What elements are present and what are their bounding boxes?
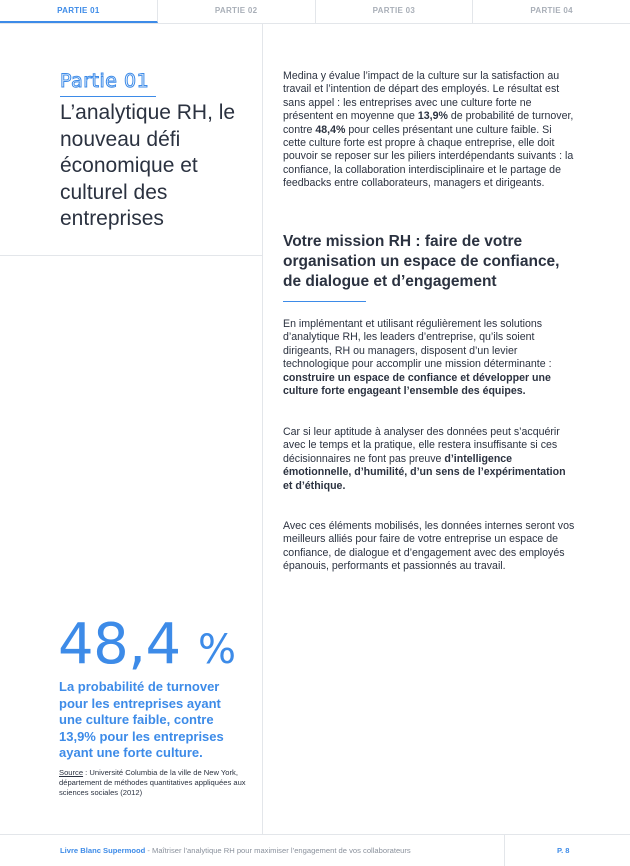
stat-description: La probabilité de turnover pour les entreprises ayant une culture faible, contre 13,9% pour les entreprises ayant une forte culture. bbox=[59, 679, 224, 761]
paragraph-text: de probabilité de turnover, contre bbox=[283, 110, 574, 136]
section-tabs bbox=[0, 0, 630, 24]
tab-partie-04[interactable]: PARTIE 04 bbox=[530, 6, 573, 15]
paragraph-intro bbox=[283, 70, 575, 191]
stat-weak-culture: 48,4% bbox=[315, 123, 346, 136]
footer-caption bbox=[60, 846, 411, 855]
mission-heading-underline bbox=[283, 301, 366, 302]
paragraph-emphasis: d’intelligence émotionnelle, d’humilité, d’un sens de l’expérimentation et d’éthique. bbox=[283, 452, 566, 492]
title-divider bbox=[0, 255, 262, 256]
page-number: P. 8 bbox=[557, 846, 570, 855]
part-label-underline bbox=[60, 96, 156, 97]
column-divider bbox=[262, 24, 263, 834]
paragraph-mission bbox=[283, 318, 575, 398]
key-statistic bbox=[58, 612, 236, 677]
part-label: Partie 01 bbox=[60, 70, 150, 92]
source-label: Source bbox=[59, 768, 84, 777]
mission-heading: Votre mission RH : faire de votre organisation un espace de confiance, de dialogue et d’engagement bbox=[283, 233, 560, 290]
stat-unit: % bbox=[198, 627, 236, 673]
stat-value: 48,4 bbox=[58, 612, 181, 677]
source-text: : Université Columbia de la ville de New York, département de méthodes quantitatives appliquées aux sciences sociales (2012) bbox=[59, 768, 246, 797]
footer-text: - Maîtriser l’analytique RH pour maximiser l’engagement de vos collaborateurs bbox=[145, 846, 411, 855]
tab-partie-01[interactable]: PARTIE 01 bbox=[0, 0, 158, 23]
footer-divider bbox=[0, 834, 630, 835]
footer-brand: Livre Blanc Supermood bbox=[60, 846, 146, 855]
footer-separator bbox=[504, 834, 505, 866]
paragraph-emphasis: construire un espace de confiance et développer une culture forte engageant l’ensemble des équipes. bbox=[283, 371, 551, 398]
tab-partie-02[interactable]: PARTIE 02 bbox=[158, 0, 316, 23]
tab-partie-03[interactable]: PARTIE 03 bbox=[316, 0, 474, 23]
paragraph-text: pour celles présentant une culture faible. Si cette culture forte est propre à chaque entreprise, elle doit pouvoir se reposer sur les piliers interdépendants suivants : la confiance, la collaboration interdisciplinaire et le partage de feedbacks entre collaborateurs, managers et dirigeants. bbox=[283, 123, 574, 190]
paragraph-conclusion: Avec ces éléments mobilisés, les données internes seront vos meilleurs alliés pour faire de votre entreprise un espace de confiance, de dialogue et d’engagement avec des employés épanouis, performants et passionnés au travail. bbox=[283, 520, 575, 573]
paragraph-text: Car si leur aptitude à analyser des données peut s’acquérir avec le temps et la pratique, elle restera insuffisante si ces décisionnaires ne font pas preuve bbox=[283, 426, 560, 465]
paragraph-text: Medina y évalue l’impact de la culture sur la satisfaction au travail et l’intention de départ des employés. Le résultat est sans appel : les entreprises avec une culture forte ne présentent en moyenne que bbox=[283, 70, 560, 123]
source-note bbox=[59, 768, 249, 798]
stat-strong-culture: 13,9% bbox=[417, 110, 448, 123]
page-title: L’analytique RH, le nouveau défi économique et culturel des entreprises bbox=[60, 101, 236, 230]
paragraph-skills bbox=[283, 426, 575, 493]
paragraph-text: En implémentant et utilisant régulièrement les solutions d’analytique RH, les leaders d’entreprise, qu’ils soient dirigeants, RH ou managers, disposent d’un levier technologique pour accomplir une mission déterminante : bbox=[283, 318, 552, 371]
